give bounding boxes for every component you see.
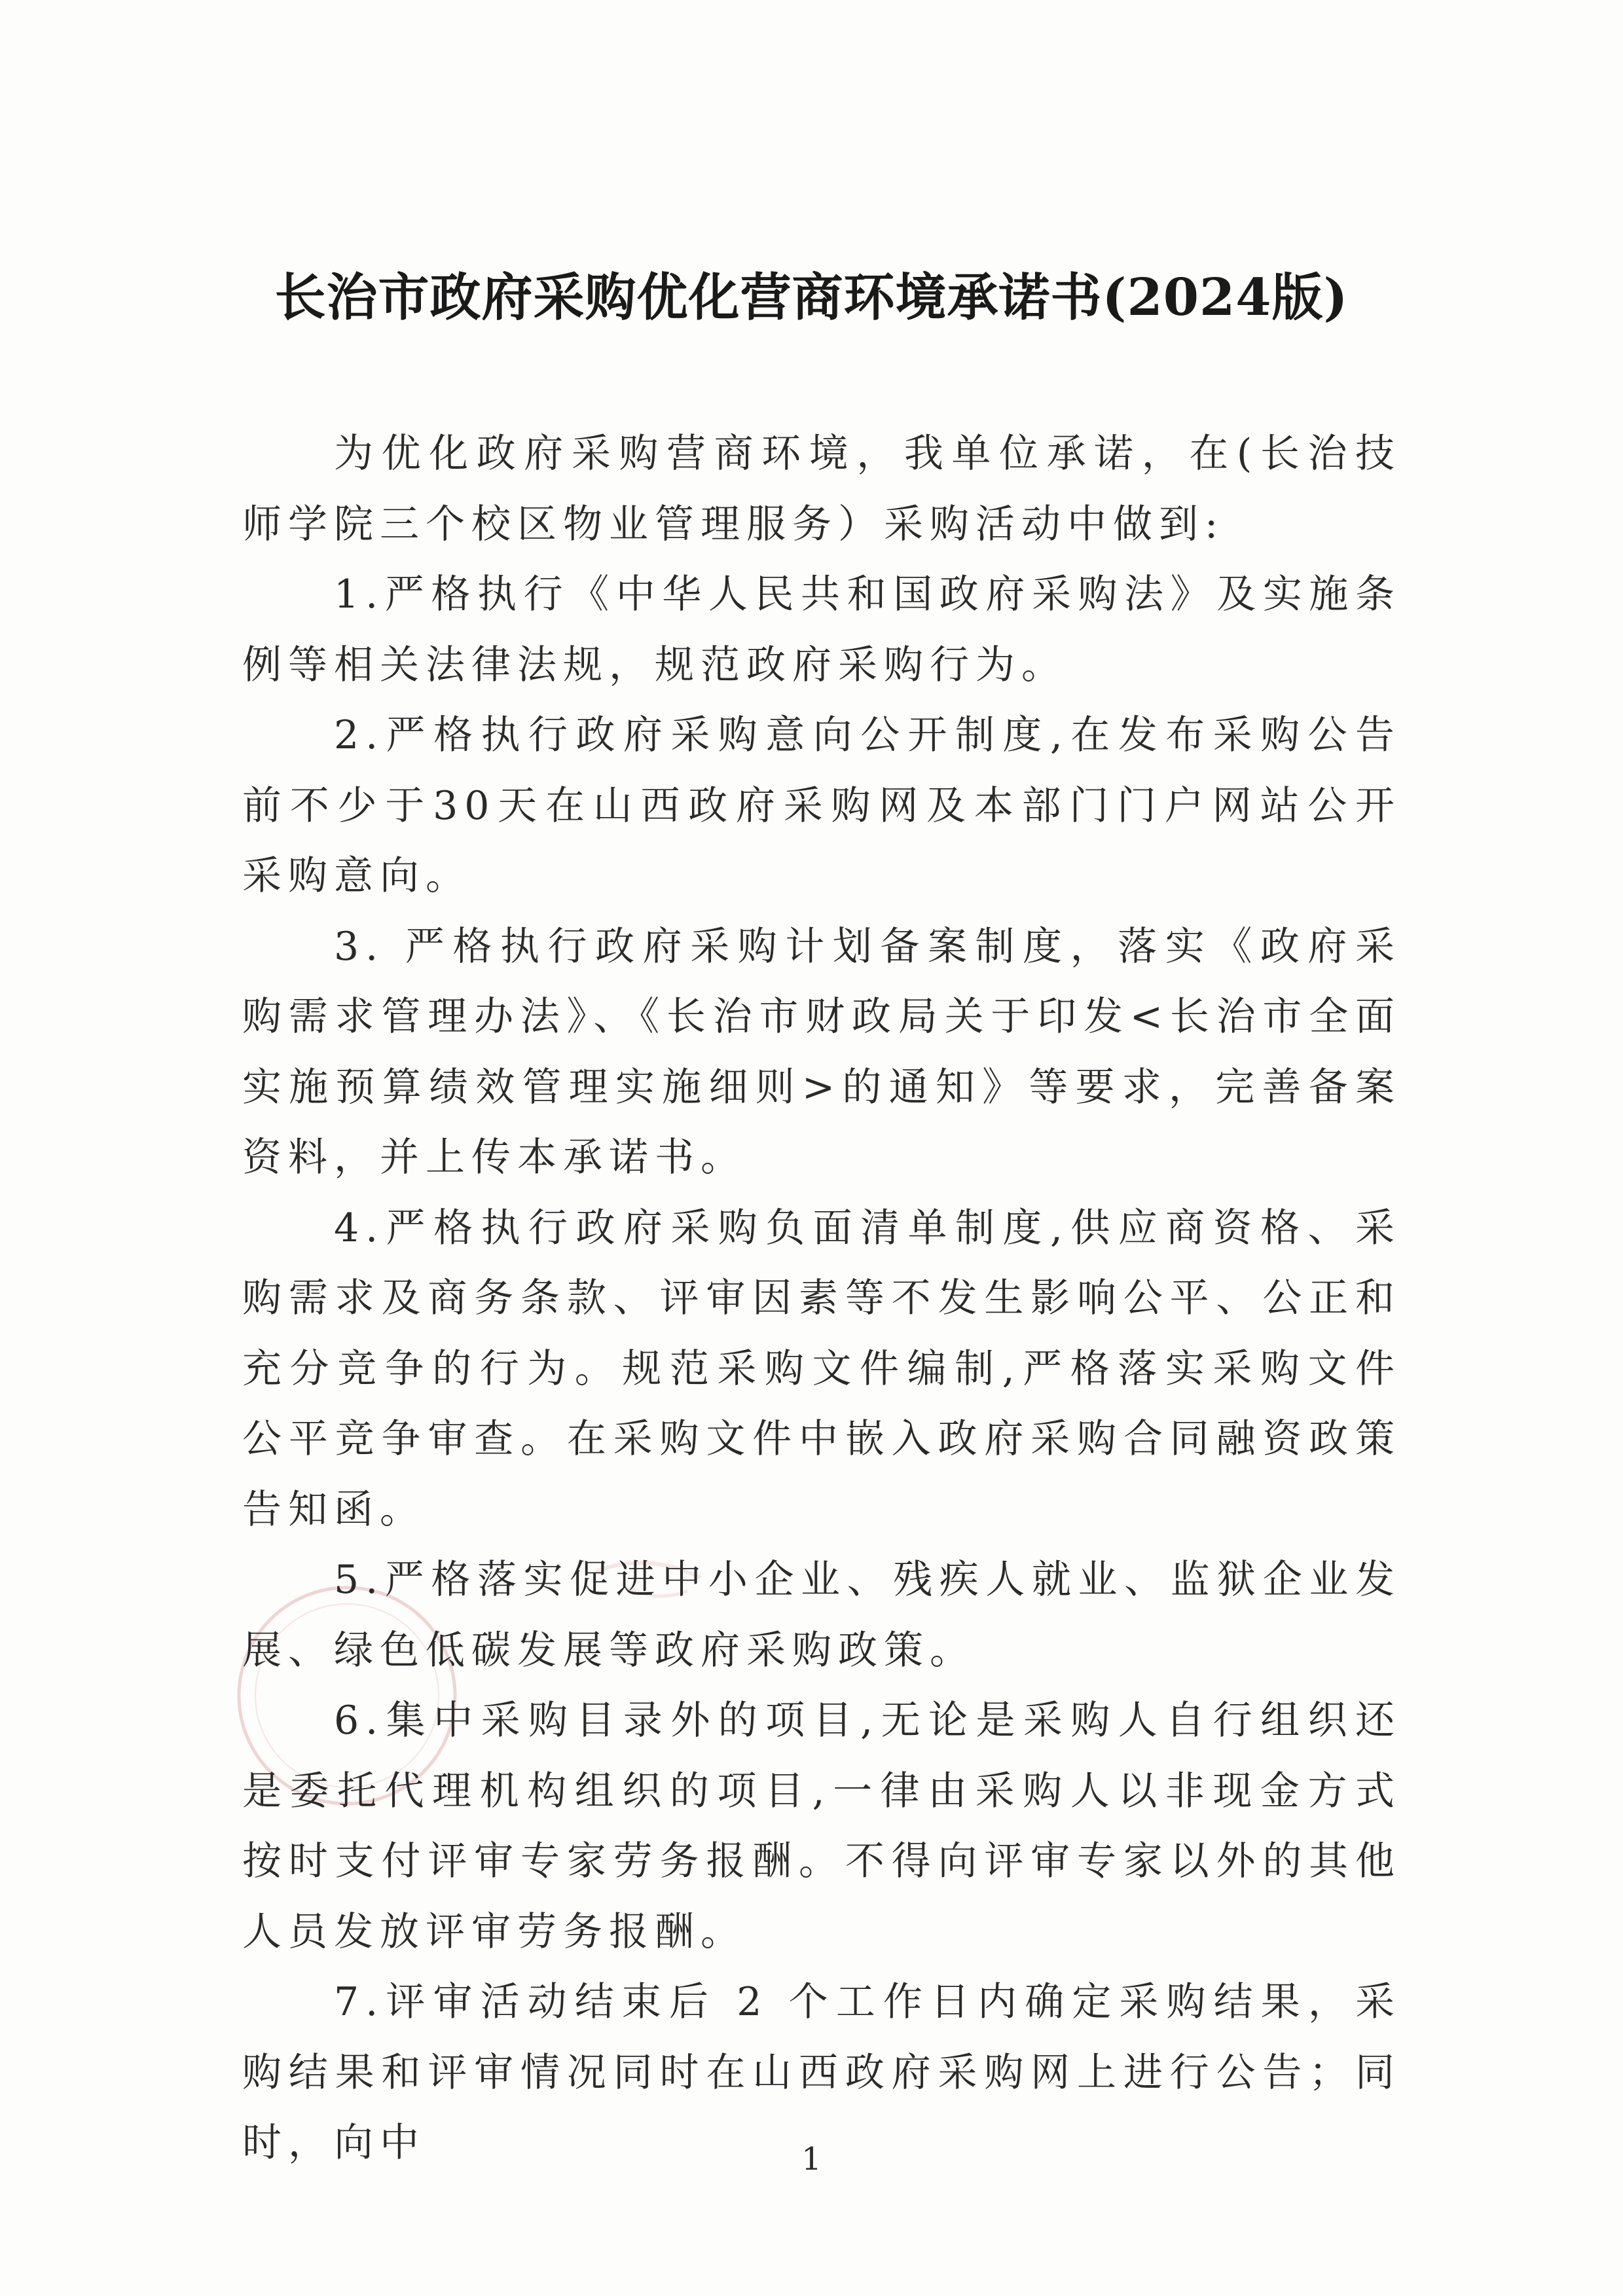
page-number: 1 (801, 2141, 822, 2178)
clause-1: 1.严格执行《中华人民共和国政府采购法》及实施条例等相关法律法规，规范政府采购行为。 (242, 572, 1401, 688)
clause-6: 6.集中采购目录外的项目,无论是采购人自行组织还是委托代理机构组织的项目,一律由采购人以非现金方式按时支付评审专家劳务报酬。不得向评审专家以外的其他人员发放评审劳务报酬。 (242, 1698, 1401, 1955)
clause-2: 2.严格执行政府采购意向公开制度,在发布采购公告前不少于30天在山西政府采购网及本部门门户网站公开采购意向。 (242, 712, 1401, 899)
clause-7: 7.评审活动结束后 2 个工作日内确定采购结果，采购结果和评审情况同时在山西政府采购网上进行公告；同时，向中 (242, 1979, 1401, 2166)
clause-4: 4.严格执行政府采购负面清单制度,供应商资格、采购需求及商务条款、评审因素等不发生影响公平、公正和充分竞争的行为。规范采购文件编制,严格落实采购文件公平竞争审查。在采购文件中嵌入政府采购合同融资政策告知函。 (242, 1205, 1401, 1533)
document-body (242, 419, 1401, 2179)
clause-5: 5.严格落实促进中小企业、残疾人就业、监狱企业发展、绿色低碳发展等政府采购政策。 (242, 1557, 1401, 1673)
document-title: 长治市政府采购优化营商环境承诺书(2024版) (274, 268, 1349, 327)
intro-paragraph: 为优化政府采购营商环境，我单位承诺，在(长治技师学院三个校区物业管理服务）采购活动中做到: (242, 431, 1401, 547)
clause-3: 3. 严格执行政府采购计划备案制度，落实《政府采购需求管理办法》、《长治市财政局关于印发<长治市全面实施预算绩效管理实施细则>的通知》等要求，完善备案资料，并上传本承诺书。 (242, 923, 1401, 1180)
